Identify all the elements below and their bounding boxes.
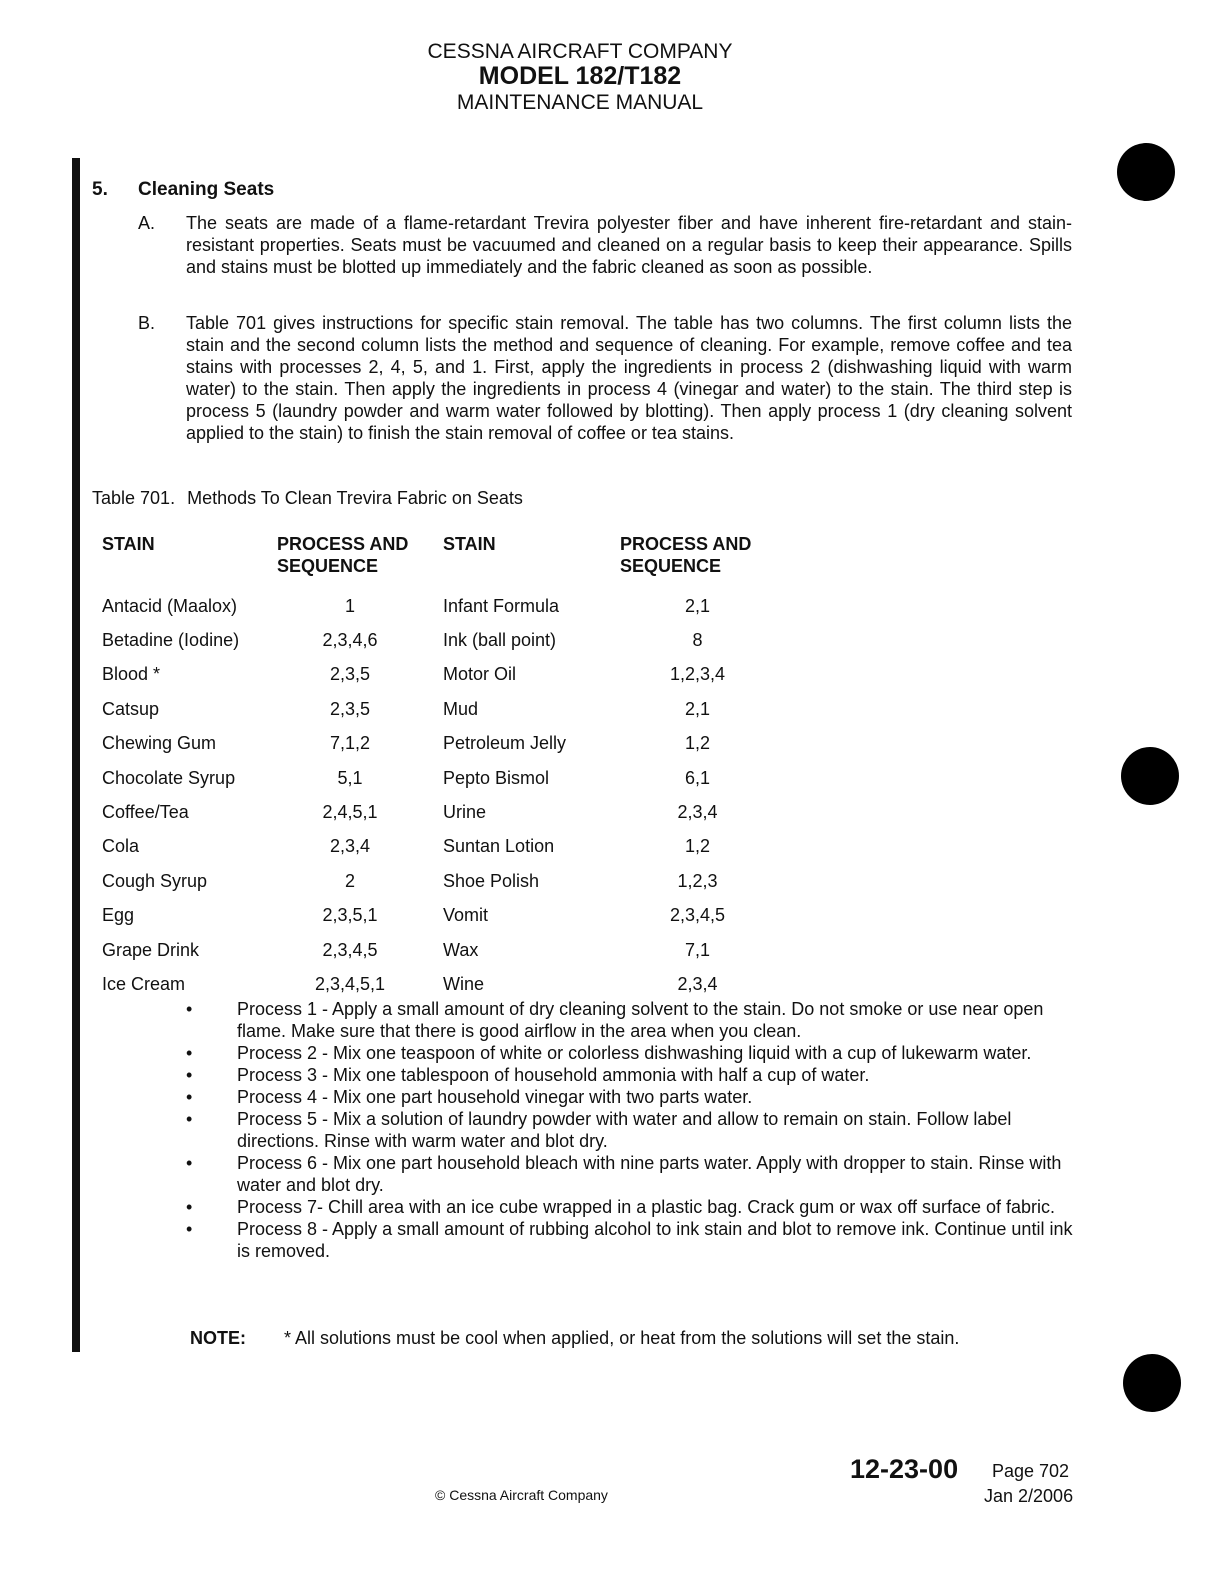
process-cell: 2,3,4 — [677, 973, 718, 994]
process-cell: 2,3,4 — [677, 802, 718, 823]
bullet-icon: • — [186, 1197, 193, 1217]
process-cell: 2,3,5 — [329, 698, 371, 719]
process-text: Process 6 - Mix one part household bleach with nine parts water. Apply with dropper to stain. Rinse with water and blot dry. — [237, 1153, 1062, 1195]
change-bar — [72, 158, 80, 1352]
table-row — [92, 589, 785, 623]
footer-copyright: © Cessna Aircraft Company — [435, 1487, 608, 1503]
process-text: Process 1 - Apply a small amount of dry cleaning solvent to the stain. Do not smoke or use near open flame. Make sure that there is good airflow in the area when you clean. — [237, 999, 1044, 1041]
paragraph-text: The seats are made of a flame-retardant Trevira polyester fiber and have inherent fire-retardant and stain-resistant properties. Seats must be vacuumed and cleaned on a regular basis to keep their appearance. Spills and stains must be blotted up immediately and the fabric cleaned as soon as possible. — [186, 213, 1072, 277]
paragraph-b — [138, 312, 1072, 444]
process-cell: 8 — [692, 630, 703, 651]
table-header-row — [92, 533, 785, 589]
process-cell: 5,1 — [337, 767, 363, 788]
process-list — [186, 998, 1076, 1262]
process-cell: 2,3,5,1 — [322, 905, 378, 926]
stain-cell: Blood * — [102, 664, 161, 685]
paragraph-a — [138, 212, 1072, 278]
stain-cell: Mud — [443, 698, 479, 719]
paragraph-letter: B. — [138, 313, 156, 333]
table-row — [92, 830, 785, 864]
table-caption — [92, 488, 523, 509]
footer-page-number: Page 702 — [992, 1461, 1070, 1481]
punch-hole-top — [1117, 143, 1175, 201]
bullet-icon: • — [186, 1087, 193, 1107]
stain-cell: Cough Syrup — [102, 870, 208, 891]
bullet-icon: • — [186, 1065, 193, 1085]
stain-cell: Antacid (Maalox) — [102, 595, 238, 616]
process-text: Process 2 - Mix one teaspoon of white or colorless dishwashing liquid with a cup of lukewarm water. — [237, 1043, 1032, 1063]
process-item — [186, 1218, 1076, 1262]
stain-cell: Infant Formula — [443, 595, 560, 616]
stain-cell: Suntan Lotion — [443, 836, 555, 857]
stain-cell: Shoe Polish — [443, 870, 540, 891]
table-row — [92, 727, 785, 761]
page-header — [0, 40, 1160, 114]
process-item — [186, 1042, 1076, 1064]
process-cell: 2 — [344, 870, 355, 891]
table-row — [92, 761, 785, 795]
table-row — [92, 692, 785, 726]
process-cell: 7,1,2 — [329, 733, 371, 754]
header-process: PROCESS AND SEQUENCE — [620, 534, 752, 576]
stain-cell: Catsup — [102, 698, 160, 719]
table-row — [92, 795, 785, 829]
header-stain: STAIN — [102, 534, 155, 554]
process-item — [186, 1064, 1076, 1086]
process-cell: 2,3,4,5 — [322, 939, 378, 960]
table-row — [92, 899, 785, 933]
bullet-icon: • — [186, 999, 193, 1019]
punch-hole-bottom — [1123, 1354, 1181, 1412]
process-text: Process 8 - Apply a small amount of rubbing alcohol to ink stain and blot to remove ink. Continue until ink is removed. — [237, 1219, 1073, 1261]
process-cell: 2,3,4 — [329, 836, 371, 857]
table-row — [92, 967, 785, 1001]
footer-date: Jan 2/2006 — [984, 1486, 1074, 1506]
table-row — [92, 933, 785, 967]
process-text: Process 5 - Mix a solution of laundry powder with water and allow to remain on stain. Follow label directions. Rinse with warm water and blot dry. — [237, 1109, 1012, 1151]
note — [190, 1328, 959, 1349]
stain-table — [92, 533, 785, 1002]
stain-cell: Coffee/Tea — [102, 802, 189, 823]
stain-cell: Wine — [443, 973, 485, 994]
stain-cell: Pepto Bismol — [443, 767, 550, 788]
process-text: Process 7- Chill area with an ice cube wrapped in a plastic bag. Crack gum or wax off surface of fabric. — [237, 1197, 1056, 1217]
manual-title: MAINTENANCE MANUAL — [456, 90, 704, 114]
bullet-icon: • — [186, 1043, 193, 1063]
stain-cell: Chewing Gum — [102, 733, 217, 754]
process-item — [186, 1196, 1076, 1218]
model-title: MODEL 182/T182 — [478, 62, 682, 91]
company-name: CESSNA AIRCRAFT COMPANY — [427, 40, 733, 63]
table-row — [92, 658, 785, 692]
process-cell: 1,2 — [684, 733, 711, 754]
stain-cell: Urine — [443, 802, 487, 823]
stain-cell: Betadine (Iodine) — [102, 630, 240, 651]
header-process: PROCESS AND SEQUENCE — [277, 534, 409, 576]
stain-cell: Chocolate Syrup — [102, 767, 236, 788]
section-title-text: Cleaning Seats — [138, 179, 275, 200]
note-text: * All solutions must be cool when applied, or heat from the solutions will set the stain. — [284, 1328, 960, 1348]
bullet-icon: • — [186, 1153, 193, 1173]
process-cell: 1 — [344, 595, 355, 616]
process-cell: 1,2,3 — [677, 870, 718, 891]
process-cell: 2,4,5,1 — [322, 802, 378, 823]
process-cell: 2,3,4,6 — [322, 630, 378, 651]
stain-cell: Egg — [102, 905, 135, 926]
process-text: Process 3 - Mix one tablespoon of household ammonia with half a cup of water. — [237, 1065, 870, 1085]
stain-cell: Vomit — [443, 905, 489, 926]
process-cell: 1,2,3,4 — [669, 664, 726, 685]
punch-hole-middle — [1121, 747, 1179, 805]
process-cell: 1,2 — [684, 836, 711, 857]
process-cell: 2,1 — [684, 698, 711, 719]
stain-cell: Cola — [102, 836, 140, 857]
paragraph-text: Table 701 gives instructions for specific stain removal. The table has two columns. The first column lists the stain and the second column lists the method and sequence of cleaning. For example, remove coffee and tea stains with processes 2, 4, 5, and 1. First, apply the ingredients in process 2 (dishwashing liquid with warm water) to the stain. Then apply the ingredients in process 4 (vinegar and water) to the stain. The third step is process 5 (laundry powder and warm water followed by blotting). Then apply process 1 (dry cleaning solvent applied to the stain) to finish the stain removal of coffee or tea stains. — [186, 313, 1072, 443]
process-item — [186, 1152, 1076, 1196]
table-caption-label: Table 701. — [92, 488, 176, 508]
stain-cell: Grape Drink — [102, 939, 200, 960]
process-cell: 2,3,5 — [329, 664, 371, 685]
table-caption-title: Methods To Clean Trevira Fabric on Seats — [187, 488, 523, 508]
process-text: Process 4 - Mix one part household vinegar with two parts water. — [237, 1087, 753, 1107]
section-number: 5. — [92, 179, 108, 200]
stain-cell: Wax — [443, 939, 479, 960]
process-item — [186, 1108, 1076, 1152]
table-row — [92, 623, 785, 657]
stain-cell: Motor Oil — [443, 664, 517, 685]
header-stain: STAIN — [443, 534, 496, 554]
process-cell: 2,3,4,5 — [669, 905, 726, 926]
stain-cell: Petroleum Jelly — [443, 733, 567, 754]
stain-cell: Ink (ball point) — [443, 630, 557, 651]
table-body — [92, 589, 785, 1002]
bullet-icon: • — [186, 1109, 193, 1129]
section-title — [92, 179, 274, 201]
process-item — [186, 998, 1076, 1042]
bullet-icon: • — [186, 1219, 193, 1239]
process-item — [186, 1086, 1076, 1108]
footer-chapter-code: 12-23-00 — [850, 1454, 959, 1484]
process-cell: 2,3,4,5,1 — [314, 973, 386, 994]
process-cell: 6,1 — [684, 767, 711, 788]
note-label: NOTE: — [190, 1328, 246, 1348]
table-row — [92, 864, 785, 898]
process-cell: 7,1 — [684, 939, 711, 960]
stain-cell: Ice Cream — [102, 973, 186, 994]
paragraph-letter: A. — [138, 213, 156, 233]
process-cell: 2,1 — [684, 595, 711, 616]
